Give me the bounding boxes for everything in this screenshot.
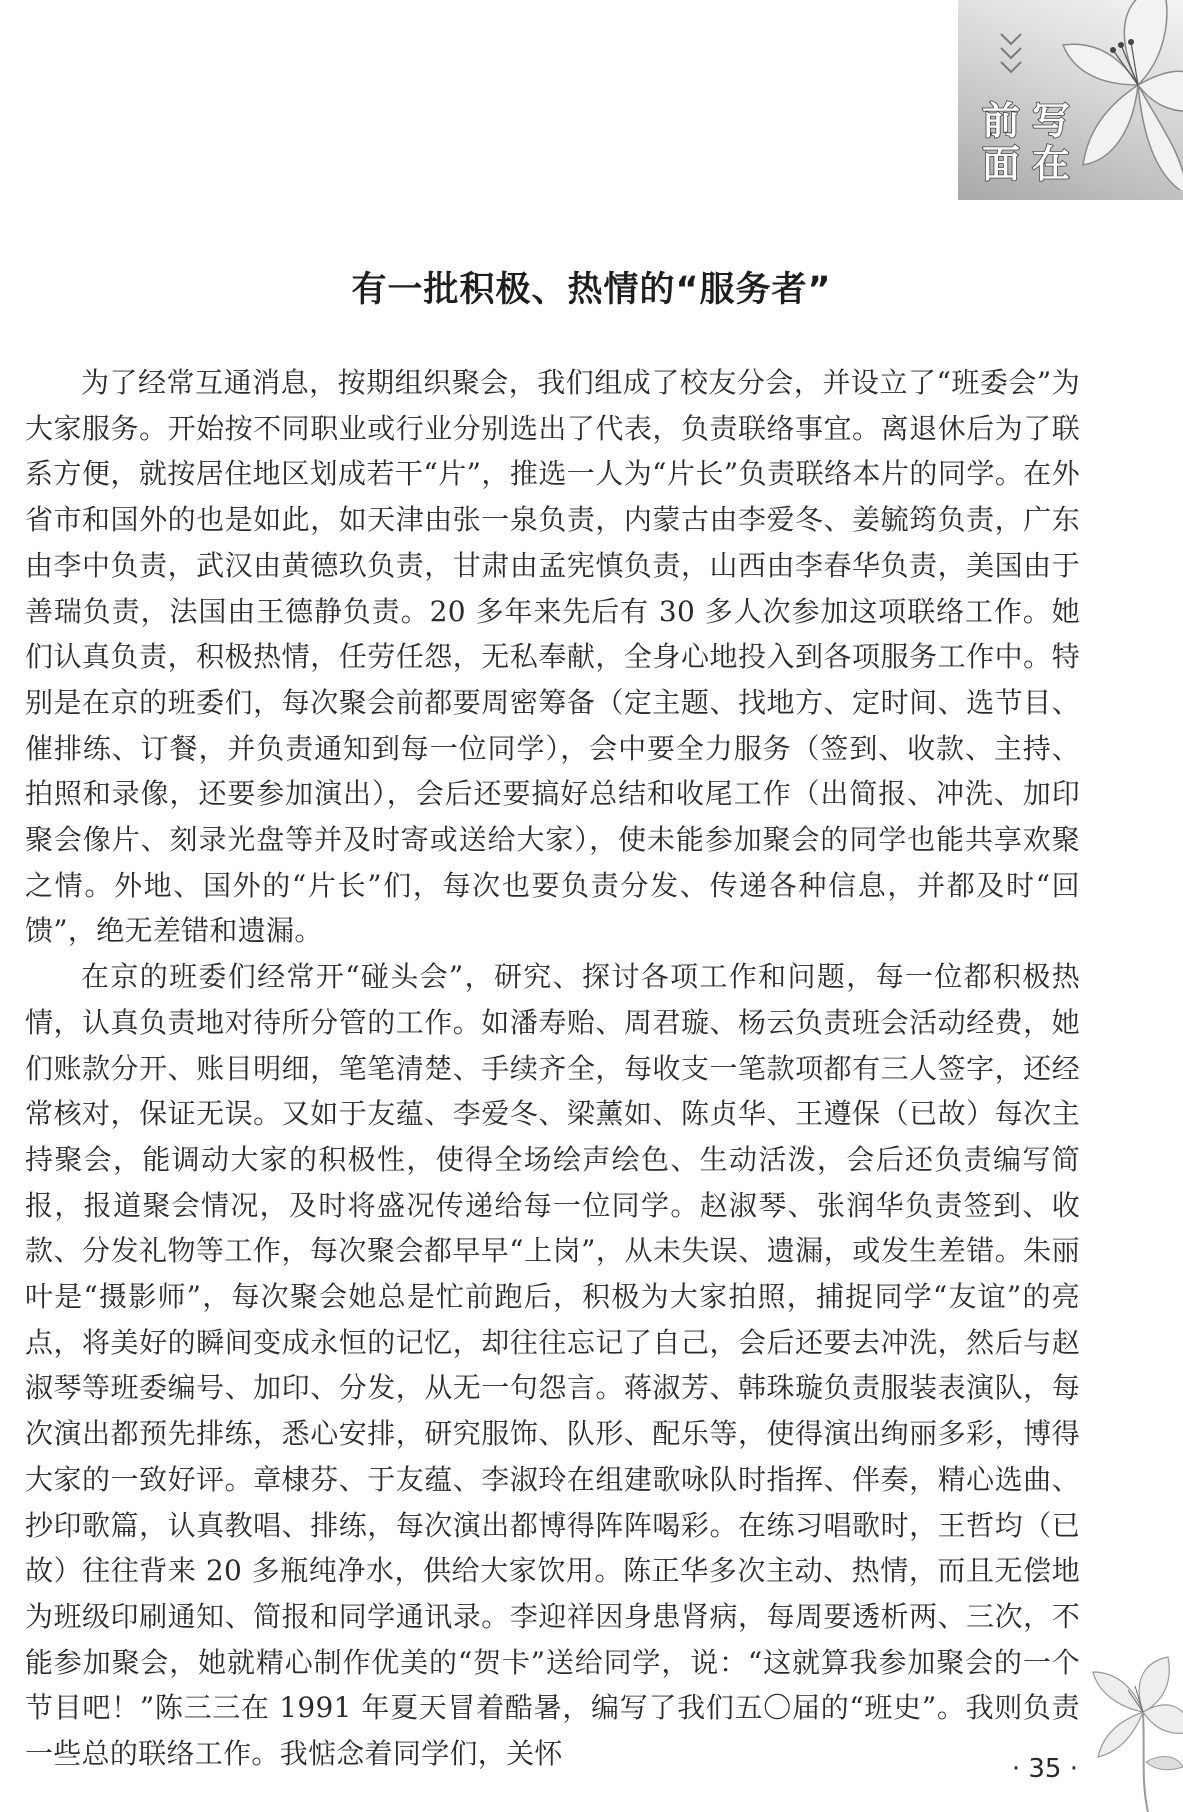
paragraph: 在京的班委们经常开“碰头会”，研究、探讨各项工作和问题，每一位都积极热情，认真负责地对待所分管的工作。如潘寿贻、周君璇、杨云负责班会活动经费，她们账款分开、账目明细，笔笔清楚、手续齐全，每收支一笔款项都有三人签字，还经常核对，保证无误。又如于友蕴、李爱冬、梁薰如、陈贞华、王遵保（已故）每次主持聚会，能调动大家的积极性，使得全场绘声绘色、生动活泼，会后还负责编写简报，报道聚会情况，及时将盛况传递给每一位同学。赵淑琴、张润华负责签到、收款、分发礼物等工作，每次聚会都早早“上岗”，从未失误、遗漏，或发生差错。朱丽叶是“摄影师”，每次聚会她总是忙前跑后，积极为大家拍照，捕捉同学“友谊”的亮点，将美好的瞬间变成永恒的记忆，却往往忘记了自己，会后还要去冲洗，然后与赵淑琴等班委编号、加印、分发，从无一句怨言。蒋淑芳、韩珠璇负责服装表演队，每次演出都预先排练，悉心安排，研究服饰、队形、配乐等，使得演出绚丽多彩，博得大家的一致好评。章棣芬、于友蕴、李淑玲在组建歌咏队时指挥、伴奏，精心选曲、抄印歌篇，认真教唱、排练，每次演出都博得阵阵喝彩。在练习唱歌时，王哲均（已故）往往背来 20 多瓶纯净水，供给大家饮用。陈正华多次主动、热情，而且无偿地为班级印刷通知、简报和同学通讯录。李迎祥因身患肾病，每周要透析两、三次，不能参加聚会，她就精心制作优美的“贺卡”送给同学，说：“这就算我参加聚会的一个节目吧！”陈三三在 1991 年夏天冒着酷暑，编写了我们五〇届的“班史”。我则负责一些总的联络工作。我惦念着同学们，关怀 (25, 960, 1080, 1771)
corner-label-char: 面 (981, 142, 1020, 186)
corner-label (976, 100, 1076, 186)
corner-label-char: 在 (1031, 142, 1070, 186)
paragraph: 为了经常互通消息，按期组织聚会，我们组成了校友分会，并设立了“班委会”为大家服务。开始按不同职业或行业分别选出了代表，负责联络事宜。离退休后为了联系方便，就按居住地区划成若干“片”，推选一人为“片长”负责联络本片的同学。在外省市和国外的也是如此，如天津由张一泉负责，内蒙古由李爱冬、姜毓筠负责，广东由李中负责，武汉由黄德玖负责，甘肃由孟宪慎负责，山西由李春华负责，美国由于善瑞负责，法国由王德静负责。20 多年来先后有 30 多人次参加这项联络工作。她们认真负责，积极热情，任劳任怨，无私奉献，全身心地投入到各项服务工作中。特别是在京的班委们，每次聚会前都要周密筹备（定主题、找地方、定时间、选节目、催排练、订餐，并负责通知到每一位同学），会中要全力服务（签到、收款、主持、拍照和录像，还要参加演出），会后还要搞好总结和收尾工作（出简报、冲洗、加印聚会像片、刻录光盘等并及时寄或送给大家），使未能参加聚会的同学也能共享欢聚之情。外地、国外的“片长”们，每次也要负责分发、传递各种信息，并都及时“回馈”，绝无差错和遗漏。 (25, 366, 1080, 948)
corner-decoration (958, 0, 1183, 200)
page-number: · 35 · (1011, 1754, 1078, 1784)
article-title: 有一批积极、热情的“服务者” (351, 270, 832, 310)
corner-label-char: 前 (981, 99, 1020, 143)
chevron-down-icon (998, 30, 1024, 82)
article-body (25, 360, 1080, 1777)
lily-flower-icon (1073, 1652, 1183, 1812)
corner-label-char: 写 (1031, 99, 1070, 143)
